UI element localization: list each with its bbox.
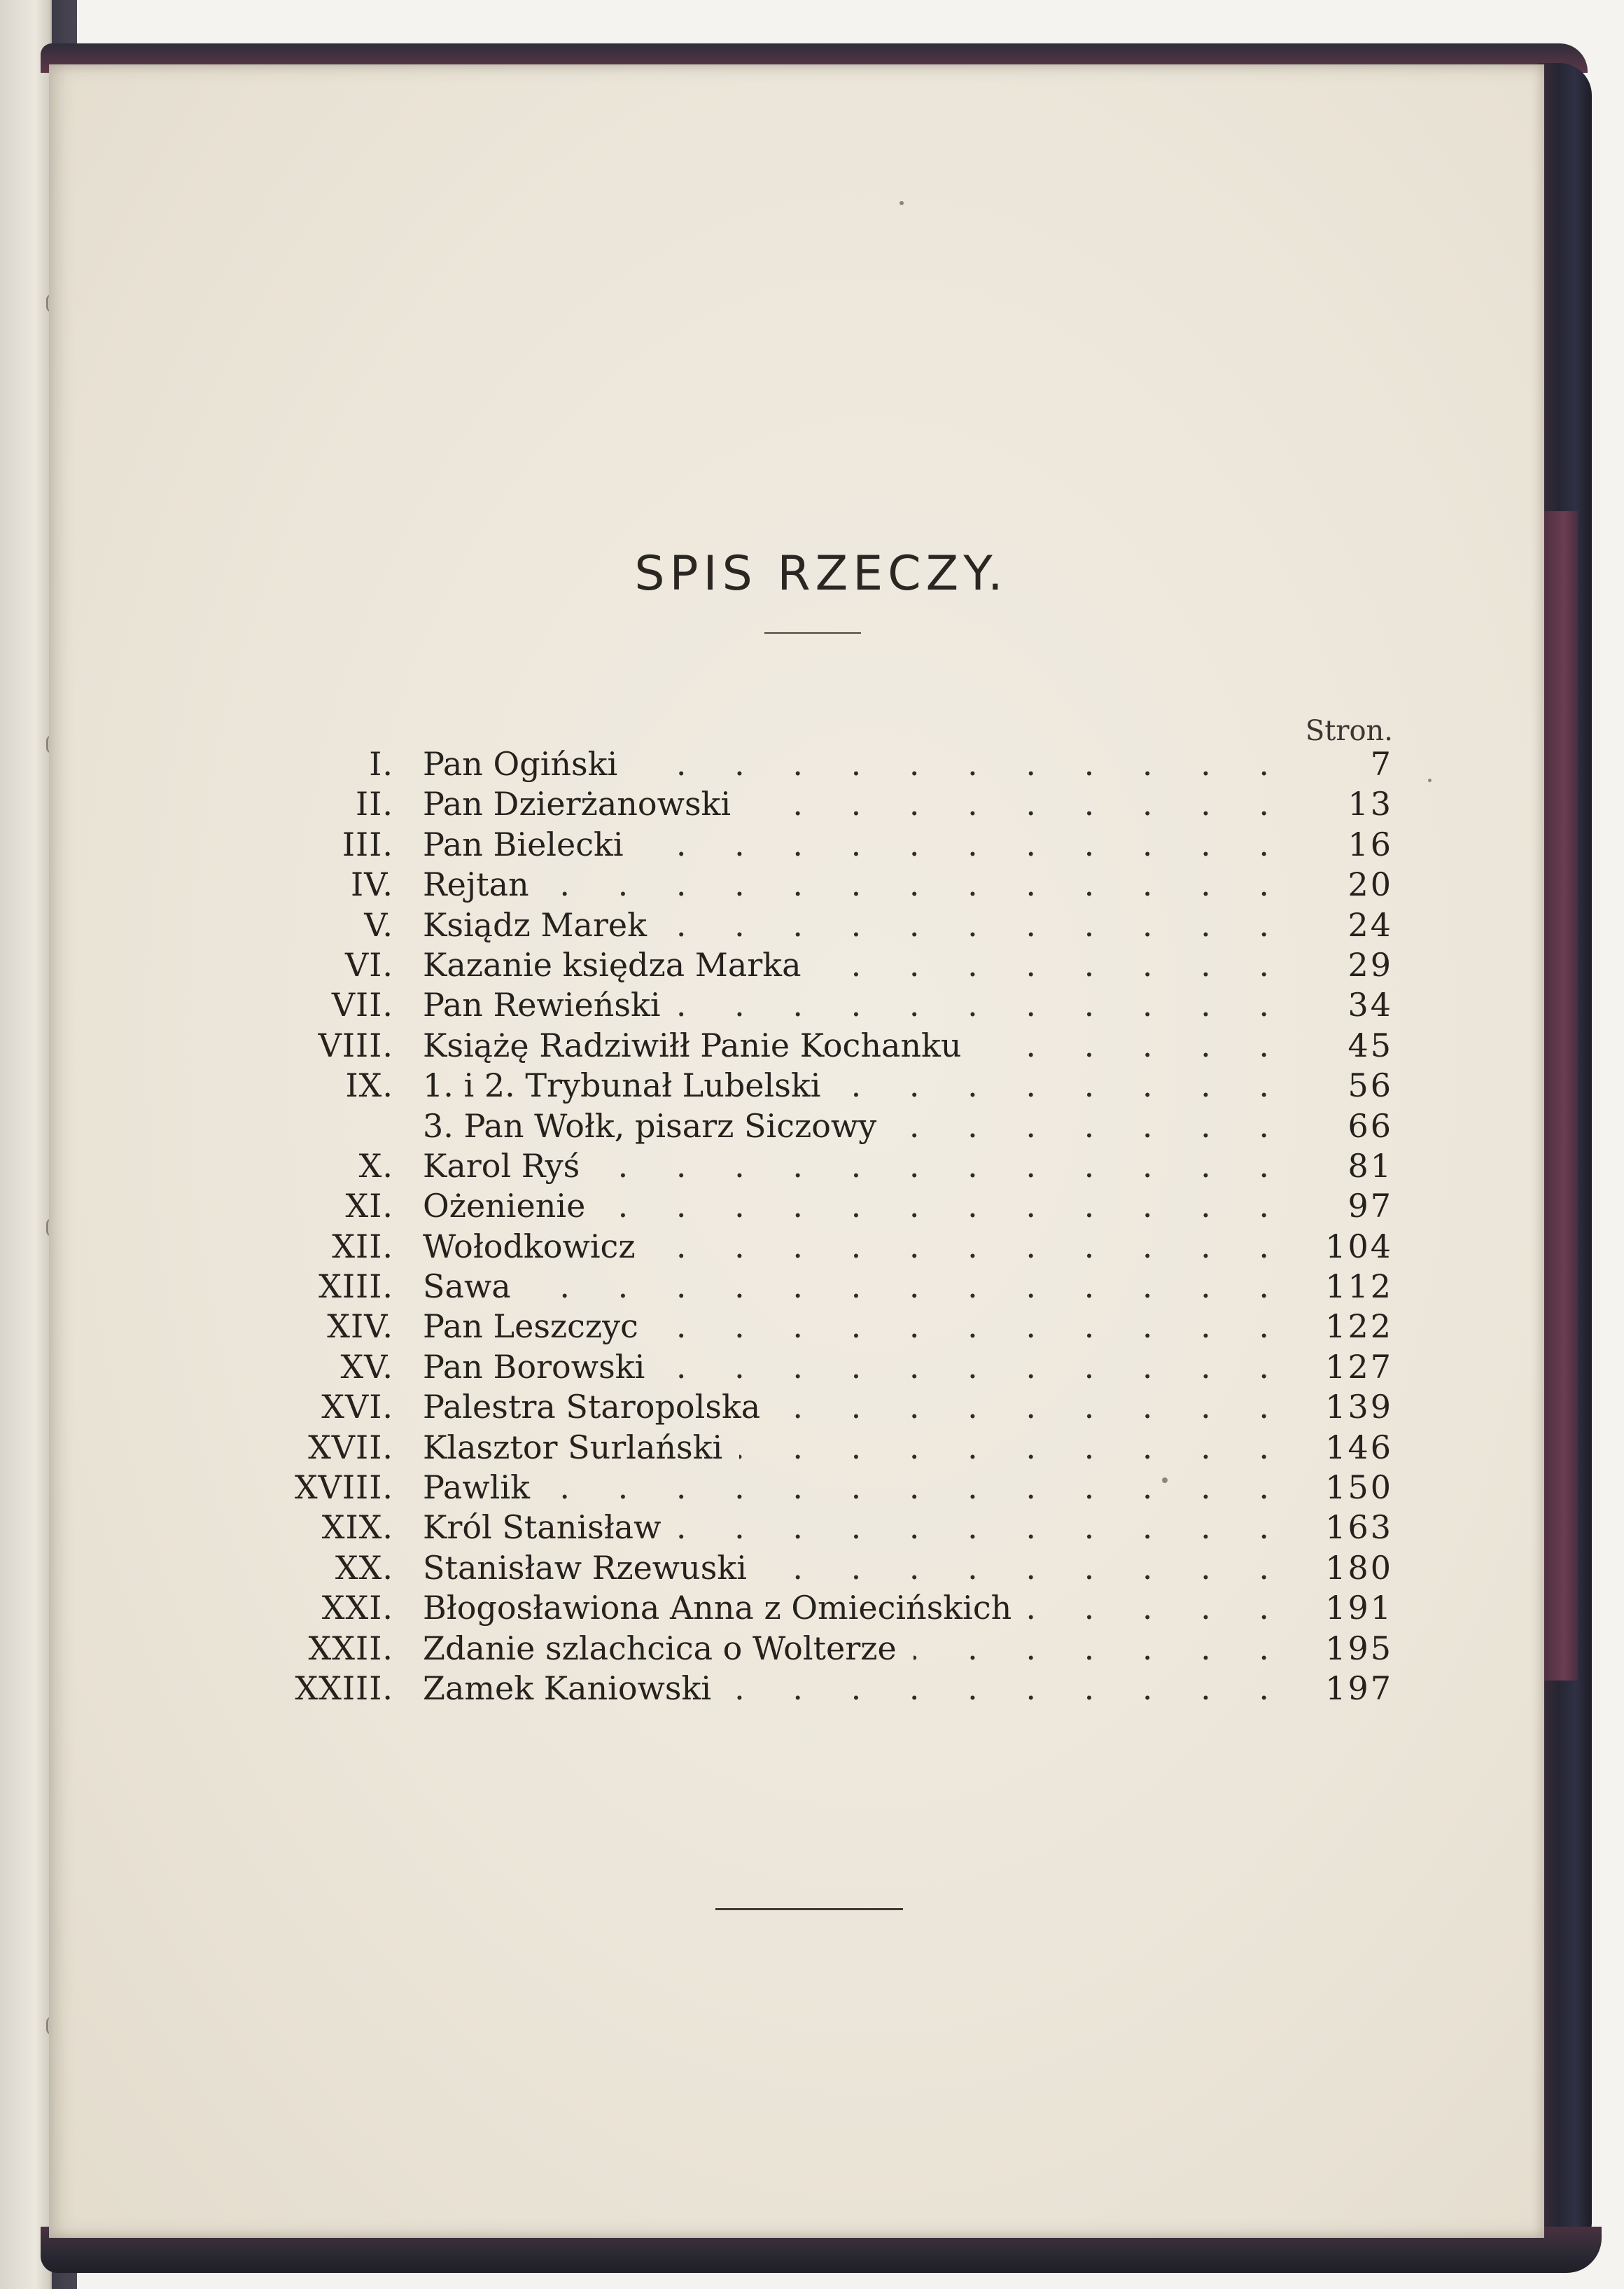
- toc-dot-leader: [547, 1468, 1288, 1508]
- toc-entry-title: Pan Dzierżanowski: [423, 785, 732, 823]
- toc-entry-number: V.: [364, 905, 393, 944]
- toc-entry-page: 66: [1348, 1106, 1393, 1145]
- toc-entry-number: X.: [358, 1146, 393, 1185]
- toc-entry-title: Błogosławiona Anna z Omiecińskich: [423, 1589, 1012, 1627]
- toc-entry-title: 3. Pan Wołk, pisarz Siczowy: [423, 1106, 877, 1145]
- cover-right-spine-cloth: [1544, 511, 1578, 1681]
- toc-dot-leader: [979, 1026, 1289, 1066]
- toc-dot-leader: [837, 1066, 1288, 1106]
- toc-entry-title: Pan Leszczyc: [423, 1307, 638, 1346]
- toc-entry-title: Klasztor Surlański: [423, 1428, 723, 1466]
- toc-entry-title: Pan Bielecki: [423, 825, 624, 863]
- toc-entry-title: Zdanie szlachcica o Wolterze: [423, 1629, 897, 1667]
- toc-entry-title: Sawa: [423, 1267, 511, 1306]
- book-page: [49, 64, 1544, 2238]
- toc-dot-leader: [777, 1387, 1288, 1427]
- toc-entry-number: XV.: [340, 1347, 393, 1386]
- toc-entry: [210, 1669, 1393, 1709]
- toc-entry-title: Ożenienie: [423, 1187, 586, 1225]
- toc-entry-title: Pan Rewieński: [423, 986, 661, 1024]
- toc-entry-title: Karol Ryś: [423, 1146, 580, 1185]
- toc-entry: [210, 1267, 1393, 1307]
- toc-entry: [210, 865, 1393, 905]
- toc-entry-page: 146: [1325, 1428, 1393, 1466]
- toc-entry: [210, 945, 1393, 985]
- toc-dot-leader: [893, 1106, 1288, 1146]
- toc-entry: [210, 1428, 1393, 1468]
- toc-entry-title: Książę Radziwiłł Panie Kochanku: [423, 1026, 962, 1064]
- toc-entry-title: Pawlik: [423, 1468, 530, 1507]
- toc-entry-page: 104: [1325, 1227, 1393, 1265]
- toc-dot-leader: [634, 744, 1288, 784]
- toc-entry-page: 127: [1325, 1347, 1393, 1386]
- toc-entry-number: VI.: [344, 945, 393, 984]
- toc-dot-leader: [602, 1186, 1288, 1226]
- toc-entry-page: 56: [1348, 1066, 1393, 1105]
- toc-entry: [210, 825, 1393, 865]
- toc-entry-title: Król Stanisław: [423, 1508, 662, 1547]
- toc-entry-title: Pan Ogiński: [423, 745, 618, 783]
- toc-dot-leader: [818, 945, 1288, 985]
- toc-dot-leader: [640, 825, 1288, 865]
- toc-entry: [210, 744, 1393, 784]
- toc-entry-title: Kazanie księdza Marka: [423, 945, 802, 984]
- toc-dot-leader: [678, 1508, 1288, 1547]
- table-of-contents: [210, 744, 1393, 1709]
- toc-dot-leader: [652, 1227, 1288, 1267]
- toc-entry-number: XIV.: [327, 1307, 393, 1346]
- toc-dot-leader: [596, 1146, 1288, 1186]
- toc-entry-page: 24: [1348, 905, 1393, 944]
- toc-entry-number: IV.: [351, 865, 393, 904]
- toc-entry-number: XIX.: [321, 1508, 393, 1547]
- toc-entry-page: 150: [1325, 1468, 1393, 1507]
- toc-entry-title: Ksiądz Marek: [423, 905, 648, 944]
- toc-entry-number: XXIII.: [295, 1669, 393, 1707]
- toc-entry: [210, 985, 1393, 1025]
- toc-entry-title: Pan Borowski: [423, 1347, 645, 1386]
- toc-dot-leader: [913, 1629, 1288, 1669]
- toc-entry: [210, 1347, 1393, 1387]
- toc-entry-number: IX.: [345, 1066, 393, 1105]
- toc-entry-page: 139: [1325, 1388, 1393, 1426]
- toc-entry: [210, 1387, 1393, 1427]
- toc-entry-number: XVI.: [321, 1388, 393, 1426]
- toc-entry-title: Rejtan: [423, 865, 529, 904]
- toc-entry: [210, 1066, 1393, 1106]
- toc-entry-page: 197: [1325, 1669, 1393, 1707]
- toc-dot-leader: [748, 784, 1288, 824]
- toc-entry-page: 34: [1348, 986, 1393, 1024]
- toc-entry: [210, 784, 1393, 824]
- toc-entry: [210, 1307, 1393, 1347]
- toc-entry-title: Wołodkowicz: [423, 1227, 636, 1265]
- toc-entry-page: 13: [1348, 785, 1393, 823]
- toc-entry-number: III.: [342, 825, 393, 863]
- toc-entry: [210, 1186, 1393, 1226]
- toc-entry-number: XVIII.: [294, 1468, 393, 1507]
- toc-entry: [210, 1106, 1393, 1146]
- toc-entry-title: Zamek Kaniowski: [423, 1669, 712, 1707]
- toc-entry-number: VIII.: [318, 1026, 393, 1064]
- toc-entry-number: XVII.: [308, 1428, 393, 1466]
- toc-entry-page: 20: [1348, 865, 1393, 904]
- toc-entry-page: 112: [1325, 1267, 1393, 1306]
- toc-entry-page: 180: [1325, 1548, 1393, 1587]
- toc-dot-leader: [728, 1669, 1288, 1709]
- toc-entry-page: 122: [1325, 1307, 1393, 1346]
- toc-entry-page: 163: [1325, 1508, 1393, 1547]
- toc-entry: [210, 905, 1393, 945]
- toc-entry-number: XI.: [345, 1187, 393, 1225]
- toc-dot-leader: [764, 1548, 1288, 1588]
- toc-dot-leader: [655, 1307, 1288, 1347]
- toc-dot-leader: [1028, 1588, 1288, 1628]
- closing-rule: [715, 1908, 903, 1910]
- toc-entry-page: 195: [1325, 1629, 1393, 1667]
- toc-entry-number: XX.: [335, 1548, 393, 1587]
- toc-entry: [210, 1468, 1393, 1508]
- title-rule: [764, 632, 861, 634]
- toc-entry-page: 29: [1348, 945, 1393, 984]
- toc-entry-number: I.: [369, 745, 393, 783]
- toc-entry: [210, 1146, 1393, 1186]
- toc-dot-leader: [664, 905, 1288, 945]
- toc-dot-leader: [528, 1267, 1288, 1307]
- toc-dot-leader: [662, 1347, 1288, 1387]
- toc-entry-title: Stanisław Rzewuski: [423, 1548, 747, 1587]
- facing-page-edge: [0, 0, 52, 2289]
- toc-entry-page: 45: [1348, 1026, 1393, 1064]
- toc-entry-page: 7: [1370, 745, 1393, 783]
- toc-entry: [210, 1026, 1393, 1066]
- toc-entry: [210, 1508, 1393, 1547]
- toc-entry-number: XXI.: [321, 1589, 393, 1627]
- toc-entry-page: 97: [1348, 1187, 1393, 1225]
- toc-dot-leader: [546, 865, 1288, 905]
- toc-entry-number: VII.: [331, 986, 393, 1024]
- pages-column-label: Stron.: [1305, 715, 1393, 747]
- toc-entry: [210, 1548, 1393, 1588]
- toc-entry: [210, 1227, 1393, 1267]
- toc-entry-title: 1. i 2. Trybunał Lubelski: [423, 1066, 821, 1105]
- page-title: SPIS RZECZY.: [634, 545, 1008, 601]
- toc-entry-number: XII.: [332, 1227, 393, 1265]
- toc-dot-leader: [739, 1428, 1288, 1468]
- toc-entry-number: XXII.: [308, 1629, 393, 1667]
- toc-entry: [210, 1629, 1393, 1669]
- toc-entry-number: XIII.: [318, 1267, 393, 1306]
- toc-entry-title: Palestra Staropolska: [423, 1388, 761, 1426]
- toc-entry: [210, 1588, 1393, 1628]
- toc-dot-leader: [678, 985, 1288, 1025]
- toc-entry-number: II.: [356, 785, 393, 823]
- toc-entry-page: 16: [1348, 825, 1393, 863]
- toc-entry-page: 191: [1325, 1589, 1393, 1627]
- paper-speck: [899, 201, 904, 205]
- paper-speck: [1428, 779, 1432, 782]
- toc-entry-page: 81: [1348, 1146, 1393, 1185]
